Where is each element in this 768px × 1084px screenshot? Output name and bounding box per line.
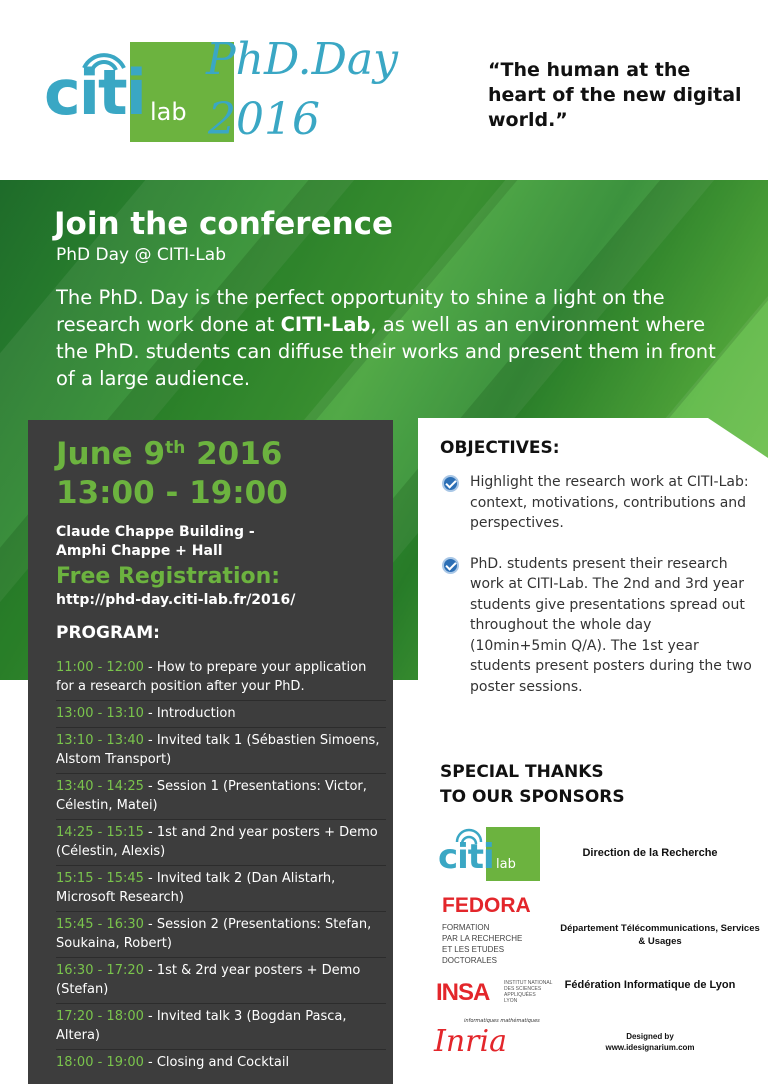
registration-link[interactable]: http://phd-day.citi-lab.fr/2016/ <box>56 592 296 608</box>
program-item <box>56 961 386 1004</box>
date-main: June 9 <box>56 436 166 472</box>
inria-logo <box>434 1018 544 1058</box>
program-text: - Introduction <box>143 706 236 721</box>
objectives-list <box>442 472 752 717</box>
program-list <box>56 658 386 1079</box>
program-time: 18:00 - 19:00 <box>56 1055 144 1070</box>
program-item <box>56 915 386 958</box>
event-year: 2016 <box>208 94 320 145</box>
event-venue <box>56 523 255 561</box>
date-year: 2016 <box>185 436 283 472</box>
inria-tagline: informatiques mathématiques <box>464 1018 540 1024</box>
objective-text: PhD. students present their research work at CITI-Lab. The 2nd and 3rd year students give presentations spread out throughout the whole day (10min+5min Q/A). The 1st year students present posters during the two poster sessions. <box>470 555 752 695</box>
program-item <box>56 731 386 774</box>
program-time: 17:20 - 18:00 <box>56 1009 144 1024</box>
inria-wordmark: Inria <box>434 1024 507 1059</box>
sponsors-title <box>440 760 625 810</box>
program-text: - 1st and 2nd year posters + Demo (Célestin, Alexis) <box>56 825 378 859</box>
program-text: - Session 1 (Presentations: Victor, Célestin, Matei) <box>56 779 367 813</box>
program-text: - Invited talk 2 (Dan Alistarh, Microsoft Research) <box>56 871 336 905</box>
designer-url[interactable]: www.idesignarium.com <box>605 1043 695 1052</box>
conference-title: Join the conference <box>54 206 394 242</box>
registration-title: Free Registration: <box>56 564 281 589</box>
citi-lab-sponsor-logo <box>438 825 548 883</box>
desc-part-2: , as well as an environment where the PhD. students can diffuse their works and present them in front of a large audience. <box>56 313 716 390</box>
program-time: 14:25 - 15:15 <box>56 825 144 840</box>
check-icon <box>442 557 459 574</box>
venue-line-1: Claude Chappe Building - <box>56 524 255 540</box>
logo-citi-text: citi <box>438 837 494 877</box>
program-time: 16:30 - 17:20 <box>56 963 144 978</box>
program-item <box>56 704 386 728</box>
event-date <box>56 436 282 472</box>
program-item <box>56 777 386 820</box>
sponsor-federation-informatique: Fédération Informatique de Lyon <box>564 979 736 991</box>
program-item <box>56 823 386 866</box>
objective-text: Highlight the research work at CITI-Lab: context, motivations, contributions and perspectives. <box>470 474 749 531</box>
program-title: PROGRAM: <box>56 623 160 643</box>
program-text: - Session 2 (Presentations: Stefan, Soukaina, Robert) <box>56 917 372 951</box>
conference-subtitle: PhD Day @ CITI-Lab <box>56 245 226 265</box>
objectives-title: OBJECTIVES: <box>440 438 560 458</box>
fedora-logo: FEDORA <box>442 894 531 917</box>
program-item <box>56 869 386 912</box>
program-time: 13:10 - 13:40 <box>56 733 144 748</box>
program-time: 15:15 - 15:45 <box>56 871 144 886</box>
logo-citi-text: citi <box>44 56 145 129</box>
program-time: 11:00 - 12:00 <box>56 660 144 675</box>
program-text: - 1st & 2rd year posters + Demo (Stefan) <box>56 963 361 997</box>
program-time: 15:45 - 16:30 <box>56 917 144 932</box>
program-text: - Invited talk 1 (Sébastien Simoens, Alstom Transport) <box>56 733 380 767</box>
check-icon <box>442 475 459 492</box>
desc-bold-citi: CITI-Lab <box>280 313 371 336</box>
logo-green-box <box>486 827 540 881</box>
program-text: - Closing and Cocktail <box>143 1055 290 1070</box>
program-time: 13:00 - 13:10 <box>56 706 144 721</box>
sponsor-direction-recherche: Direction de la Recherche <box>582 847 718 859</box>
date-suffix: th <box>165 438 186 458</box>
program-item <box>56 1007 386 1050</box>
sponsors-title-line-1: SPECIAL THANKS <box>440 762 604 782</box>
objective-item <box>442 472 752 534</box>
program-text: - How to prepare your application for a research position after your PhD. <box>56 660 367 694</box>
logo-lab-text: lab <box>150 98 187 126</box>
conference-description <box>56 284 736 392</box>
header <box>0 0 768 180</box>
sponsors-title-line-2: TO OUR SPONSORS <box>440 787 625 807</box>
insa-subtitle: INSTITUT NATIONAL DES SCIENCES APPLIQUÉES LYON <box>504 980 553 1004</box>
event-title: PhD.Day <box>206 34 399 85</box>
insa-logo: INSA <box>436 979 490 1006</box>
program-item <box>56 658 386 701</box>
program-time: 13:40 - 14:25 <box>56 779 144 794</box>
sponsor-departement-telecom: Département Télécommunications, Services & Usages <box>560 923 760 947</box>
desc-part-1: The PhD. Day is the perfect opportunity to shine a light on the research work done at <box>56 286 665 336</box>
designer-credit <box>580 1031 720 1053</box>
objective-item <box>442 554 752 698</box>
program-item <box>56 1053 386 1076</box>
venue-line-2: Amphi Chappe + Hall <box>56 543 223 559</box>
program-text: - Invited talk 3 (Bogdan Pasca, Altera) <box>56 1009 347 1043</box>
designed-by-label: Designed by <box>626 1032 674 1041</box>
logo-lab-text: lab <box>496 857 516 872</box>
tagline: “The human at the heart of the new digital world.” <box>488 59 742 131</box>
fedora-subtitle: FORMATION PAR LA RECHERCHE ET LES ETUDES DOCTORALES <box>442 923 523 965</box>
event-time: 13:00 - 19:00 <box>56 475 288 511</box>
